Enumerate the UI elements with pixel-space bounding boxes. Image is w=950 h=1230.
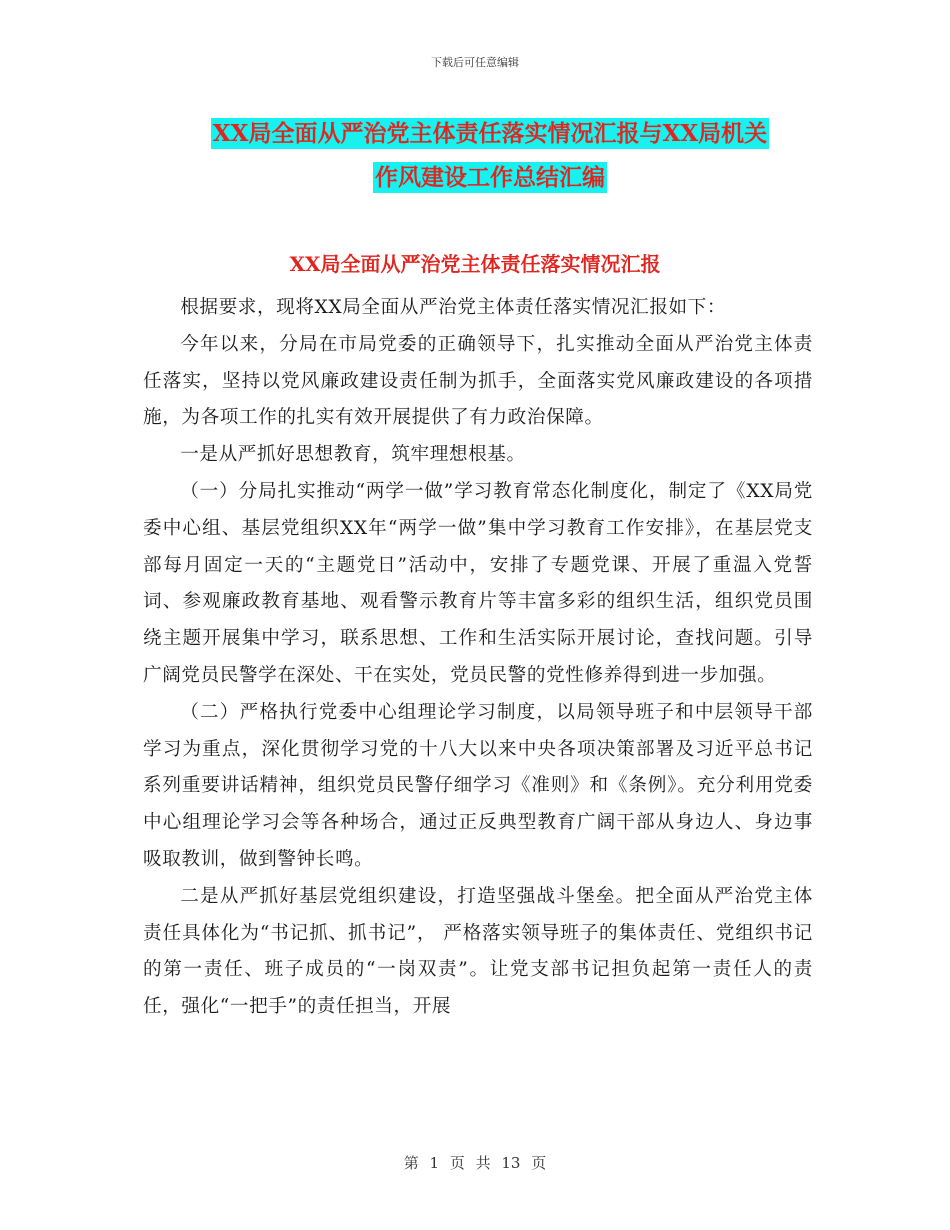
paragraph: 根据要求，现将XX局全面从严治党主体责任落实情况汇报如下： xyxy=(180,297,727,318)
paragraph: 二是从严抓好基层党组织建设，打造坚强战斗堡垒。把全面从严治党主体责任具体化为“书记抓、抓书记”， 严格落实领导班子的集体责任、党组织书记的第一责任、班子成员的“一岗双责”。让党支部书记担负起第一责任人的责任，强化“一把手”的责任担当，开展 xyxy=(143,885,813,1018)
page-header-note: 下载后可任意编辑 xyxy=(431,56,519,69)
page-number: 第 1 页 共 13 页 xyxy=(403,1154,547,1172)
document-title xyxy=(150,112,830,200)
paragraph: 一是从严抓好思想教育，筑牢理想根基。 xyxy=(180,444,526,466)
paragraph: 今年以来，分局在市局党委的正确领导下，扎实推动全面从严治党主体责任落实，坚持以党风廉政建设责任制为抓手，全面落实党风廉政建设的各项措施，为各项工作的扎实有效开展提供了有力政治保障。 xyxy=(143,333,813,429)
paragraph: （二）严格执行党委中心组理论学习制度，以局领导班子和中层领导干部学习为重点，深化贯彻学习党的十八大以来中央各项决策部署及习近平总书记系列重要讲话精神，组织党员民警仔细学习《准则》和《条例》。充分利用党委中心组理论学习会等各种场合，通过正反典型教育广阔干部从身边人、身边事吸取教训，做到警钟长鸣。 xyxy=(143,701,813,870)
document-body xyxy=(143,290,813,1026)
paragraph: （一）分局扎实推动“两学一做”学习教育常态化制度化，制定了《XX局党委中心组、基层党组织XX年“两学一做”集中学习教育工作安排》，在基层党支部每月固定一天的“主题党日”活动中，安排了专题党课、开展了重温入党誓词、参观廉政教育基地、观看警示教育片等丰富多彩的组织生活，组织党员围绕主题开展集中学习，联系思想、工作和生活实际开展讨论，查找问题。引导广阔党员民警学在深处、干在实处，党员民警的党性修养得到进一步加强。 xyxy=(143,480,813,686)
document-title-line-2: 作风建设工作总结汇编 xyxy=(375,164,605,191)
section-title: XX局全面从严治党主体责任落实情况汇报 xyxy=(289,252,661,276)
document-title-line-1: XX局全面从严治党主体责任落实情况汇报与XX局机关 xyxy=(212,120,768,147)
